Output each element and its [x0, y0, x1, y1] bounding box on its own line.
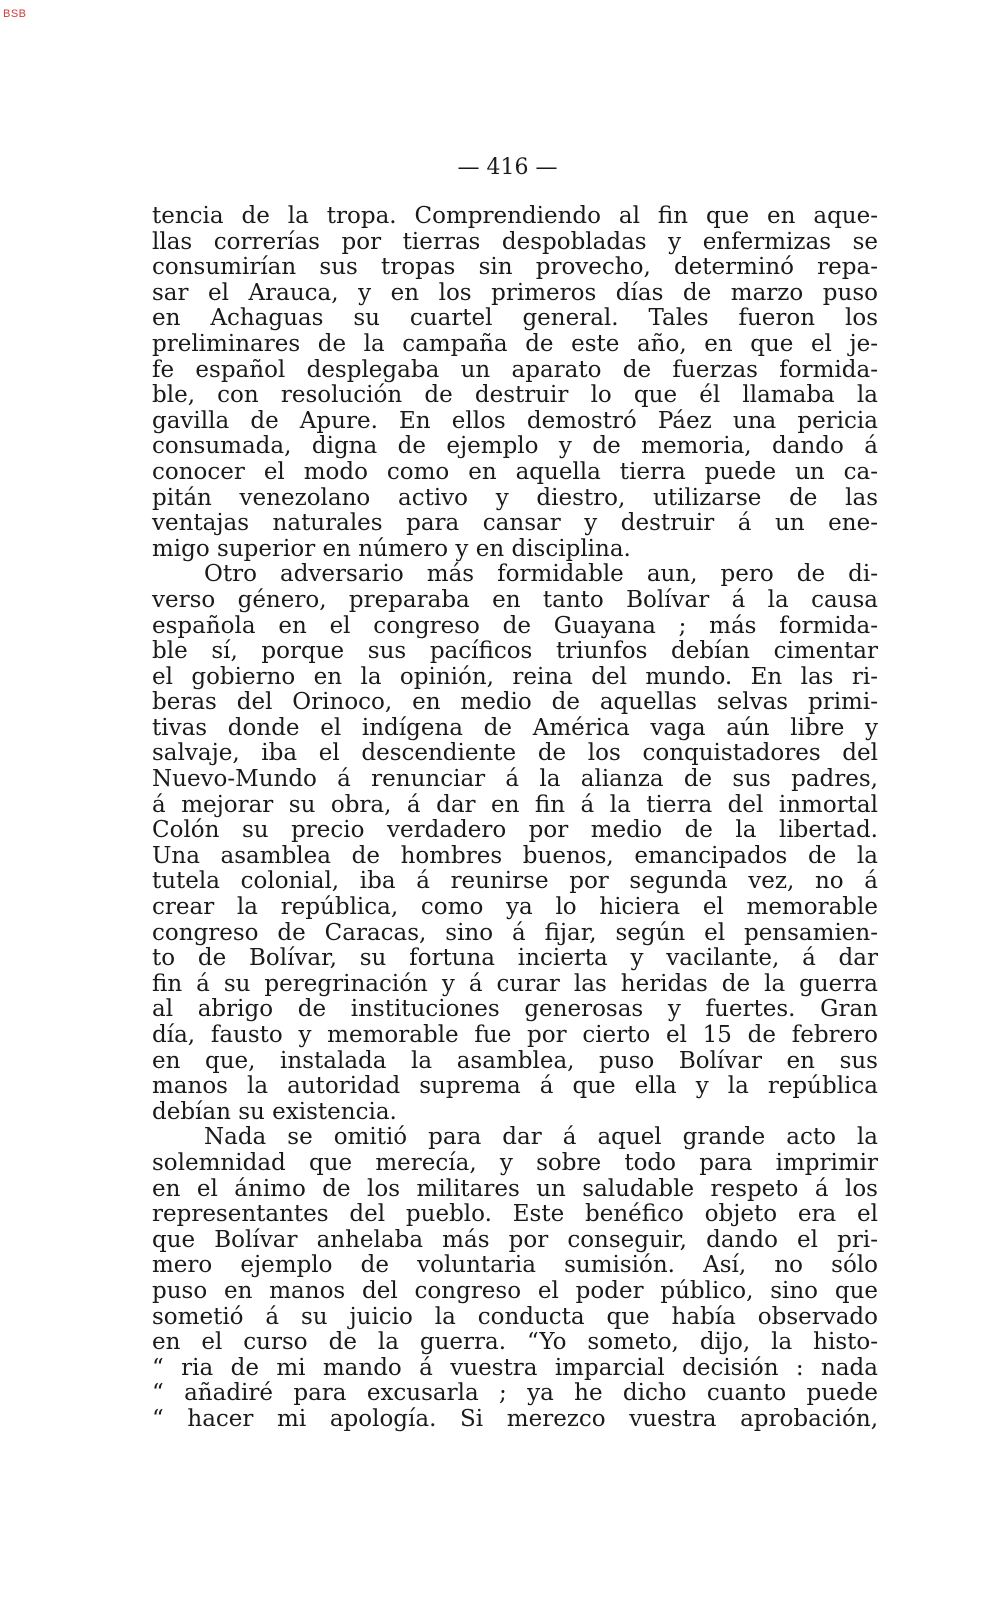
text-line: fin á su peregrinación y á curar las heridas de la guerra: [152, 970, 878, 997]
text-line: Una asamblea de hombres buenos, emancipados de la: [152, 842, 878, 869]
text-line: ventajas naturales para cansar y destruir á un ene-: [152, 510, 878, 537]
text-line: verso género, preparaba en tanto Bolívar á la causa: [152, 586, 878, 613]
text-line: congreso de Caracas, sino á fijar, según el pensamien-: [152, 919, 878, 946]
text-line: gavilla de Apure. En ellos demostró Páez una pericia: [152, 407, 878, 434]
text-line: llas correrías por tierras despobladas y enfermizas se: [152, 228, 878, 255]
text-line: “ hacer mi apología. Si merezco vuestra aprobación,: [152, 1405, 878, 1432]
text-line: tivas donde el indígena de América vaga aún libre y: [152, 714, 878, 741]
text-line: preliminares de la campaña de este año, en que el je-: [152, 330, 878, 357]
text-line: ble, con resolución de destruir lo que él llamaba la: [152, 382, 878, 409]
text-line: solemnidad que merecía, y sobre todo para imprimir: [152, 1149, 878, 1176]
text-line: en Achaguas su cuartel general. Tales fueron los: [152, 305, 878, 332]
body-text: [152, 204, 878, 1433]
text-line: representantes del pueblo. Este benéfico objeto era el: [152, 1201, 878, 1228]
text-line: crear la república, como ya lo hiciera el memorable: [152, 894, 878, 921]
text-line: al abrigo de instituciones generosas y fuertes. Gran: [152, 996, 878, 1023]
text-line: en el curso de la guerra. “Yo someto, dijo, la histo-: [152, 1329, 878, 1356]
text-line: consumirían sus tropas sin provecho, determinó repa-: [152, 254, 878, 281]
text-line: en el ánimo de los militares un saludable respeto á los: [152, 1175, 878, 1202]
text-line: to de Bolívar, su fortuna incierta y vacilante, á dar: [152, 945, 878, 972]
text-line: sometió á su juicio la conducta que había observado: [152, 1303, 878, 1330]
text-line: Colón su precio verdadero por medio de la libertad.: [152, 817, 878, 844]
page-number: — 416 —: [457, 155, 558, 180]
text-line: española en el congreso de Guayana ; más formida-: [152, 612, 878, 639]
paragraph-end-line: debían su existencia.: [152, 1098, 397, 1125]
text-line: fe español desplegaba un aparato de fuerzas formida-: [152, 356, 878, 383]
text-line: Nuevo-Mundo á renunciar á la alianza de sus padres,: [152, 766, 878, 793]
paragraph-start-line: Nada se omitió para dar á aquel grande acto la: [204, 1124, 878, 1151]
text-line: que Bolívar anhelaba más por conseguir, dando el pri-: [152, 1226, 878, 1253]
text-line: el gobierno en la opinión, reina del mundo. En las ri-: [152, 663, 878, 690]
text-line: salvaje, iba el descendiente de los conquistadores del: [152, 740, 878, 767]
text-line: sar el Arauca, y en los primeros días de marzo puso: [152, 279, 878, 306]
text-line: día, fausto y memorable fue por cierto el 15 de febrero: [152, 1022, 878, 1048]
text-line: manos la autoridad suprema á que ella y la república: [152, 1073, 878, 1100]
paragraph-start-line: Otro adversario más formidable aun, pero de di-: [204, 561, 878, 588]
text-line: tutela colonial, iba á reunirse por segunda vez, no á: [152, 868, 878, 895]
text-line: consumada, digna de ejemplo y de memoria, dando á: [152, 433, 878, 460]
text-line: “ añadiré para excusarla ; ya he dicho cuanto puede: [152, 1380, 878, 1407]
text-line: conocer el modo como en aquella tierra puede un ca-: [152, 458, 878, 485]
paragraph-end-line: migo superior en número y en disciplina.: [152, 535, 631, 562]
text-line: beras del Orinoco, en medio de aquellas selvas primi-: [152, 689, 878, 716]
text-line: “ ria de mi mando á vuestra imparcial decisión : nada: [152, 1354, 878, 1381]
text-line: ble sí, porque sus pacíficos triunfos debían cimentar: [152, 638, 878, 665]
text-line: puso en manos del congreso el poder público, sino que: [152, 1277, 878, 1304]
text-line: en que, instalada la asamblea, puso Bolívar en sus: [152, 1047, 878, 1074]
text-line: pitán venezolano activo y diestro, utilizarse de las: [152, 484, 878, 511]
library-watermark: BSB: [3, 8, 27, 20]
text-line: á mejorar su obra, á dar en fin á la tierra del inmortal: [152, 791, 878, 818]
text-line: mero ejemplo de voluntaria sumisión. Así, no sólo: [152, 1252, 878, 1279]
text-line: tencia de la tropa. Comprendiendo al fin que en aque-: [152, 203, 878, 229]
